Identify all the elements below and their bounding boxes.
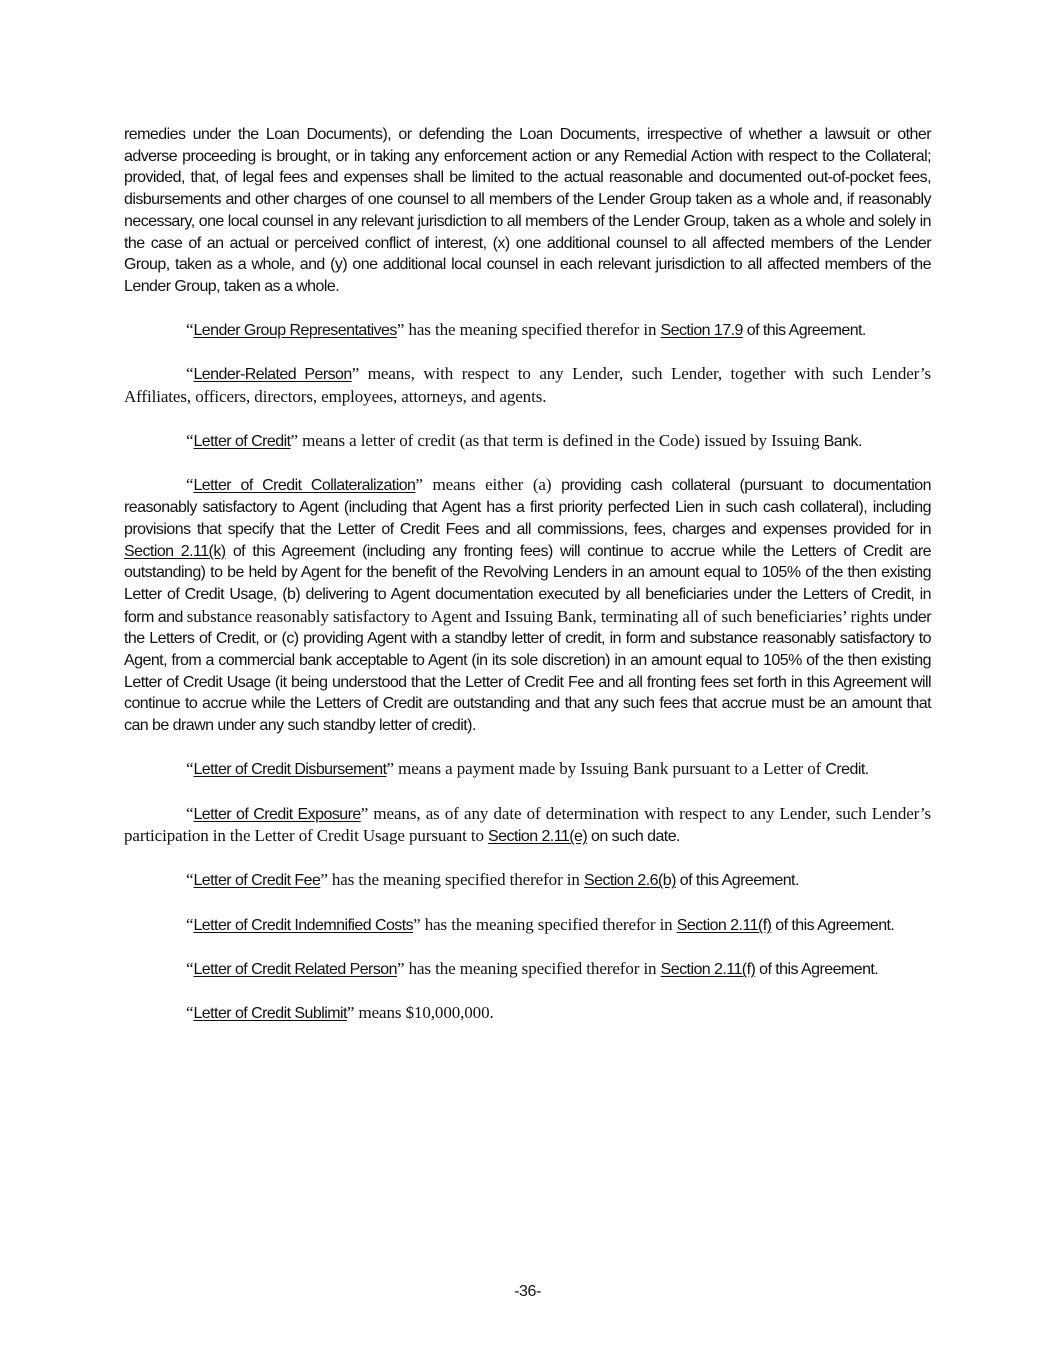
definition-paragraph [124, 430, 931, 453]
document-body [124, 124, 931, 1046]
defined-term: Letter of Credit Collateralization [193, 477, 416, 495]
paragraph-text: of this Agreement. [755, 960, 879, 978]
defined-term: Letter of Credit Exposure [193, 805, 361, 823]
paragraph-text: under the Letters of Credit, or (c) providing Agent with a standby letter of credit, in form and substance reasonably satisfactory to Agent, from a commercial bank acceptable to Agent (in its sole discretion) in an amount equal to 105% of the then existing Letter of Credit Usage (it being understood that the Letter of Credit Fee and all fronting fees set forth in this Agreement will continue to accrue while the Letters of Credit are outstanding and that any such fees that accrue must be an amount that can be drawn under any such standby letter of credit). [124, 608, 931, 735]
paragraph-text: ” has the meaning specified therefor in [320, 870, 584, 890]
section-reference: Section 17.9 [660, 322, 743, 340]
paragraph-text: “ [186, 914, 194, 934]
section-reference: Section 2.11(f) [660, 960, 756, 978]
definition-paragraph [124, 958, 931, 981]
paragraph-text: remedies under the Loan Documents), or defending the Loan Documents, irrespective of whether a lawsuit or other adverse proceeding is brought, or in taking any enforcement action or any Remedial Action with respect to the Collateral; provided, that, of legal fees and expenses shall be limited to the actual reasonable and documented out-of-pocket fees, disbursements and other charges of one counsel to all members of the Lender Group taken as a whole and, if reasonably necessary, one local counsel in any relevant jurisdiction to all members of the Lender Group, taken as a whole and solely in the case of an actual or perceived conflict of interest, (x) one additional counsel to all affected members of the Lender Group, taken as a whole, and (y) one additional local counsel in each relevant jurisdiction to all affected members of the Lender Group, taken as a whole. [124, 126, 931, 295]
section-reference: Section 2.11(k) [124, 542, 226, 560]
defined-term: Letter of Credit Disbursement [193, 761, 387, 779]
paragraph-text: providing cash collateral (pursuant to documentation reasonably satisfactory to Agent (including that Agent has a first priority perfected Lien in such cash collateral), including provisions that specify that the Letter of Credit Fees and all commissions, fees, charges and expenses provided for in [124, 477, 931, 538]
definition-paragraph [124, 869, 931, 892]
defined-term: Letter of Credit Fee [193, 872, 321, 890]
paragraph-text: ” has the meaning specified therefor in [413, 914, 677, 934]
paragraph-text: “ [186, 958, 194, 978]
section-reference: Section 2.6(b) [583, 872, 676, 890]
defined-term: Letter of Credit Sublimit [193, 1005, 347, 1023]
paragraph-text: ” means a letter of credit (as that term is defined in the Code) issued by Issuing [290, 431, 824, 451]
paragraph-text: substance reasonably satisfactory to Agent and Issuing Bank, terminating all of such beneficiaries’ rights [186, 606, 893, 626]
paragraph-text: ” has the meaning specified therefor in [396, 958, 661, 978]
paragraph-text: Credit. [825, 761, 869, 779]
defined-term: Letter of Credit Related Person [193, 960, 397, 978]
paragraph-text: of this Agreement. [742, 322, 866, 340]
paragraph-text: of this Agreement. [675, 872, 799, 890]
page-number: -36- [514, 1283, 541, 1300]
paragraph-text: “ [186, 431, 194, 451]
paragraph-text: ” means $10,000,000. [346, 1003, 494, 1023]
definition-paragraph [124, 319, 931, 342]
definition-paragraph [124, 474, 931, 736]
paragraph-text: “ [186, 320, 194, 340]
paragraph-text: “ [186, 803, 194, 823]
definition-paragraph [124, 758, 931, 781]
paragraph-text: “ [186, 759, 194, 779]
defined-term: Lender-Related Person [193, 366, 352, 384]
paragraph-text: Bank. [823, 433, 862, 451]
paragraph-text: ” has the meaning specified therefor in [396, 320, 661, 340]
defined-term: Lender Group Representatives [193, 322, 397, 340]
paragraph-text: “ [186, 364, 194, 384]
paragraph-text: of this Agreement. [771, 916, 895, 934]
definition-paragraph [124, 803, 931, 848]
defined-term: Letter of Credit Indemnified Costs [193, 916, 414, 934]
section-reference: Section 2.11(f) [676, 916, 772, 934]
paragraph-text: “ [186, 1003, 194, 1023]
paragraph-text: ” means, with respect to any Lender, such Lender, together with such Lender’s Affiliates, officers, directors, employees, attorneys, and agents. [124, 364, 931, 407]
paragraph-text: on such date. [587, 828, 680, 846]
paragraph-text: “ [186, 475, 194, 495]
paragraph-text: of this Agreement (including any fronting fees) will continue to accrue while the Letters of Credit are outstanding) to be held by Agent for the benefit of the Revolving Lenders in an amount equal to 105% of the then existing Letter of Credit Usage, (b) delivering to Agent documentation executed by all beneficiaries under the Letters of Credit, in form and [124, 542, 931, 626]
continued-paragraph [124, 124, 931, 298]
paragraph-text: ” means, as of any date of determination with respect to any Lender, such Lender’s participation in the Letter of Credit Usage pursuant to [124, 803, 931, 846]
definition-paragraph [124, 363, 931, 408]
defined-term: Letter of Credit [193, 433, 291, 451]
definition-paragraph [124, 914, 931, 937]
paragraph-text: “ [186, 870, 194, 890]
section-reference: Section 2.11(e) [488, 828, 588, 846]
paragraph-text: ” means either (a) [415, 475, 562, 495]
paragraph-text: ” means a payment made by Issuing Bank pursuant to a Letter of [386, 759, 826, 779]
definition-paragraph [124, 1002, 931, 1025]
